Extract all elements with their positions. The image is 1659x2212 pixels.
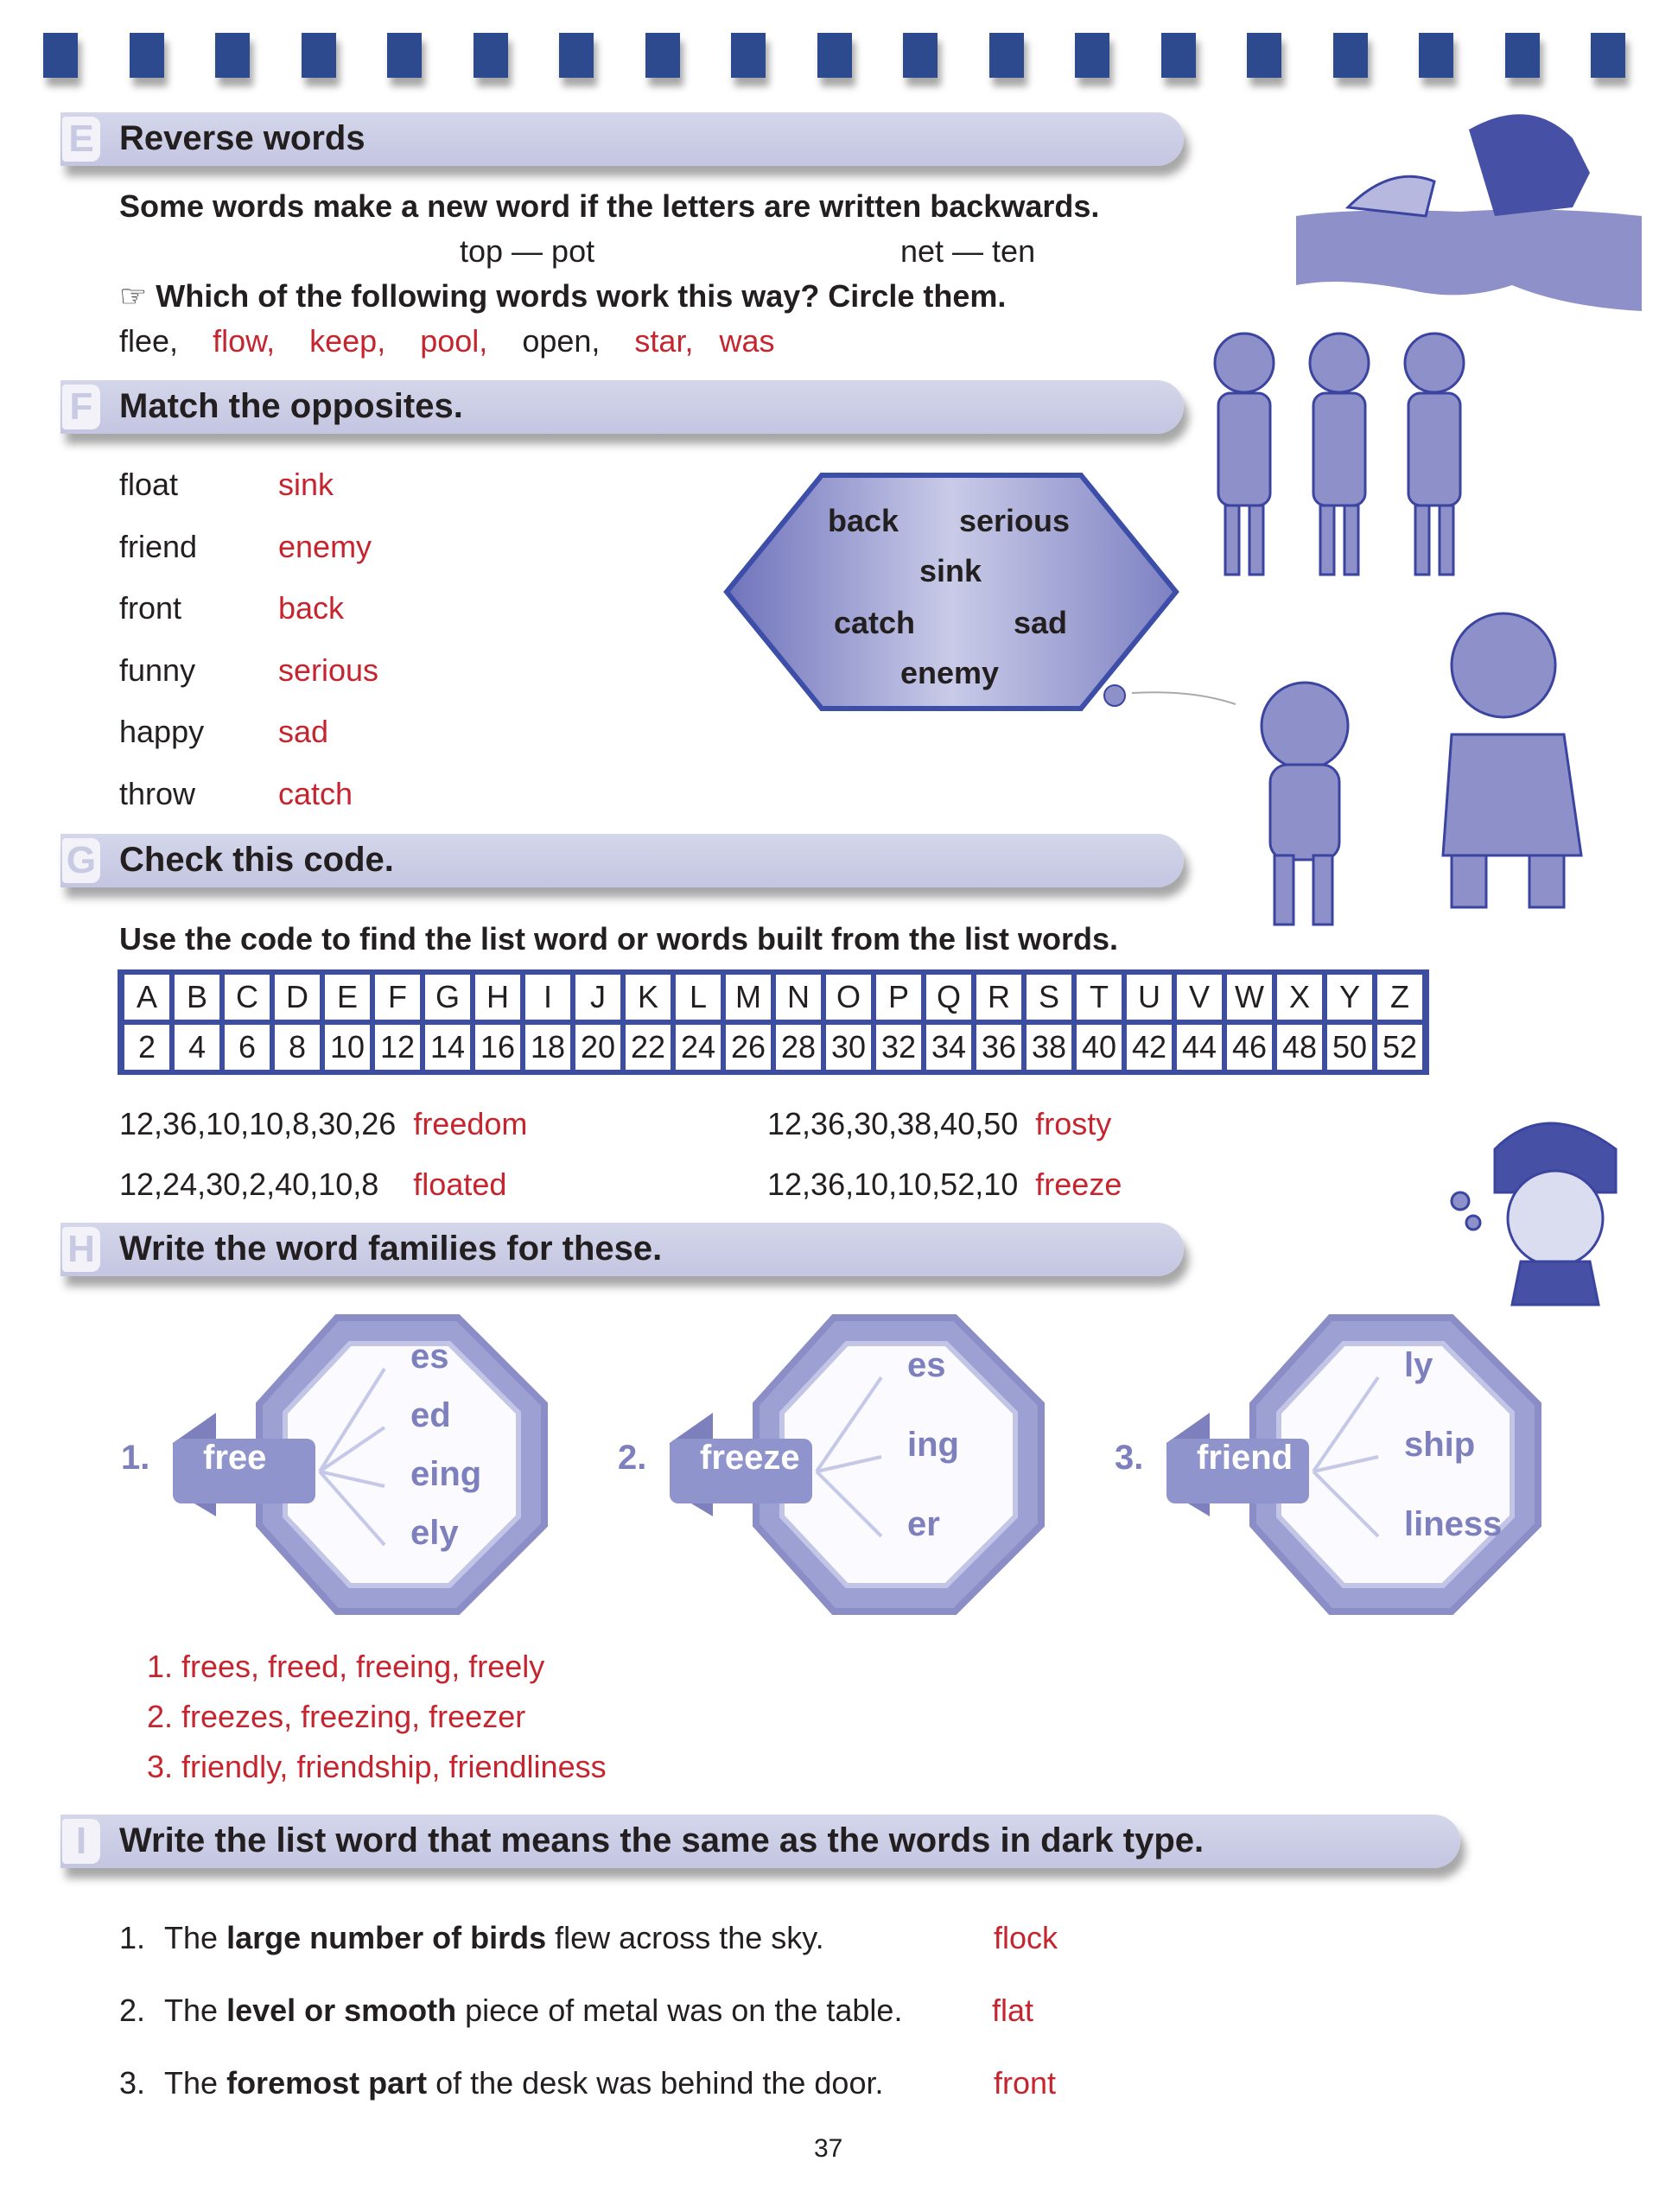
section-title: Match the opposites.	[119, 387, 463, 425]
family-suffix: ship	[1404, 1426, 1476, 1464]
decorative-stripe	[1505, 33, 1540, 78]
code-sequence: 12,24,30,2,40,10,8	[119, 1166, 379, 1202]
family-number: 1.	[121, 1439, 150, 1477]
code-letter-cell: C	[225, 975, 270, 1020]
decorative-stripe	[474, 33, 508, 78]
code-number-cell: 34	[926, 1025, 971, 1070]
code-puzzle	[119, 1166, 506, 1203]
code-puzzle	[767, 1106, 1111, 1142]
code-sequence: 12,36,10,10,52,10	[767, 1166, 1019, 1202]
sentence-answer[interactable]: flock	[994, 1920, 1058, 1955]
decorative-stripe	[903, 33, 938, 78]
code-letter-cell: D	[275, 975, 320, 1020]
family-number: 2.	[618, 1439, 647, 1477]
throwing-kids-illustration	[1097, 596, 1650, 942]
sentence-answer[interactable]: flat	[992, 1993, 1034, 2028]
decorative-stripe	[302, 33, 336, 78]
code-letter-cell: P	[876, 975, 921, 1020]
sentence-answer[interactable]: front	[994, 2065, 1057, 2101]
sentence-pre: The	[164, 1920, 227, 1955]
code-number-cell: 4	[175, 1025, 219, 1070]
sentence-num: 2.	[119, 1993, 146, 2028]
sentence-bold: foremost part	[226, 2065, 428, 2101]
opposite-answer[interactable]: sad	[278, 714, 329, 749]
sentence-num: 1.	[119, 1920, 146, 1955]
family-suffix: es	[907, 1346, 946, 1384]
word-choice[interactable]: keep,	[309, 323, 386, 359]
family-suffix: ly	[1404, 1346, 1433, 1384]
children-illustration	[1192, 328, 1486, 588]
decorative-stripe	[43, 33, 78, 78]
family-suffix: er	[907, 1505, 940, 1543]
code-number-cell: 26	[726, 1025, 771, 1070]
word-box-item: sad	[1014, 605, 1068, 640]
code-answer[interactable]: floated	[413, 1166, 507, 1202]
code-letter-cell: H	[475, 975, 520, 1020]
family-base-word: free	[203, 1439, 267, 1477]
opposite-answer[interactable]: sink	[278, 467, 334, 502]
code-sequence: 12,36,10,10,8,30,26	[119, 1106, 397, 1141]
decorative-stripe	[1161, 33, 1196, 78]
code-number-cell: 24	[676, 1025, 721, 1070]
opposite-answer[interactable]: catch	[278, 775, 353, 811]
decorative-stripe	[1333, 33, 1368, 78]
instruction-text: Some words make a new word if the letters are written backwards.	[119, 188, 1100, 224]
decorative-stripe	[215, 33, 250, 78]
code-letter-cell: Q	[926, 975, 971, 1020]
code-number-cell: 8	[275, 1025, 320, 1070]
sentence-post: of the desk was behind the door.	[427, 2065, 884, 2101]
decorative-stripe	[645, 33, 680, 78]
question-text: Which of the following words work this way? Circle them.	[156, 278, 1007, 314]
word-box-item: enemy	[900, 655, 1000, 690]
code-letter-cell: I	[525, 975, 570, 1020]
opposite-word: happy	[119, 714, 205, 749]
section-letter: I	[62, 1819, 100, 1864]
word-choice[interactable]: open,	[522, 323, 601, 359]
code-number-cell: 22	[626, 1025, 671, 1070]
word-box-item: back	[828, 503, 899, 538]
family-suffix: ing	[907, 1426, 959, 1464]
sentence-bold: large number of birds	[226, 1920, 547, 1955]
code-number-cell: 42	[1127, 1025, 1172, 1070]
code-letter-cell: E	[325, 975, 370, 1020]
decorative-stripe	[817, 33, 852, 78]
decorative-stripe	[1075, 33, 1109, 78]
example-pair: top — pot	[460, 233, 595, 269]
opposite-word: front	[119, 590, 182, 626]
code-letter-cell: S	[1027, 975, 1071, 1020]
code-letter-cell: T	[1077, 975, 1122, 1020]
code-letter-cell: V	[1177, 975, 1222, 1020]
code-letter-cell: Y	[1327, 975, 1372, 1020]
decorative-stripe	[989, 33, 1024, 78]
code-number-cell: 46	[1227, 1025, 1272, 1070]
family-number: 3.	[1115, 1439, 1144, 1477]
opposite-word: float	[119, 467, 179, 502]
code-number-cell: 50	[1327, 1025, 1372, 1070]
code-number-cell: 36	[976, 1025, 1021, 1070]
instruction-text: Use the code to find the list word or words built from the list words.	[119, 921, 1119, 957]
code-letter-cell: G	[425, 975, 470, 1020]
code-letter-cell: W	[1227, 975, 1272, 1020]
code-answer[interactable]: frosty	[1035, 1106, 1112, 1141]
section-title: Write the word families for these.	[119, 1230, 663, 1268]
family-suffix: ely	[410, 1514, 459, 1552]
section-header-g	[60, 834, 1184, 887]
code-number-cell: 28	[776, 1025, 821, 1070]
sentence-bold: level or smooth	[226, 1993, 457, 2028]
family-suffix: liness	[1404, 1505, 1503, 1543]
code-letter-cell: O	[826, 975, 871, 1020]
section-letter: H	[62, 1227, 100, 1272]
section-header-e	[60, 112, 1184, 166]
family-suffix: eing	[410, 1455, 482, 1493]
opposite-answer[interactable]: enemy	[278, 528, 372, 564]
opposite-word: throw	[119, 775, 196, 811]
section-header-f	[60, 380, 1184, 434]
sentence-num: 3.	[119, 2065, 146, 2101]
word-choice[interactable]: star,	[634, 323, 694, 359]
cold-boy-illustration	[1443, 1097, 1650, 1313]
code-letter-cell: J	[575, 975, 620, 1020]
decorative-stripe	[1247, 33, 1281, 78]
code-letters-row	[124, 975, 1422, 1020]
code-letter-cell: K	[626, 975, 671, 1020]
code-letter-cell: A	[124, 975, 169, 1020]
code-number-cell: 40	[1077, 1025, 1122, 1070]
section-letter: F	[62, 385, 100, 429]
opposite-word: friend	[119, 528, 198, 564]
decorative-stripe	[387, 33, 422, 78]
code-number-cell: 32	[876, 1025, 921, 1070]
word-choice[interactable]: flow,	[213, 323, 276, 359]
code-number-cell: 2	[124, 1025, 169, 1070]
code-number-cell: 48	[1277, 1025, 1322, 1070]
family-base-word: freeze	[700, 1439, 800, 1477]
code-letter-cell: X	[1277, 975, 1322, 1020]
code-number-cell: 12	[375, 1025, 420, 1070]
code-numbers-row	[124, 1025, 1422, 1070]
family-answer[interactable]: 2. freezes, freezing, freezer	[147, 1699, 526, 1734]
sentence-pre: The	[164, 2065, 227, 2101]
page-number: 37	[814, 2134, 843, 2163]
opposite-answer[interactable]: serious	[278, 652, 379, 688]
code-number-cell: 44	[1177, 1025, 1222, 1070]
code-number-cell: 30	[826, 1025, 871, 1070]
opposite-answer[interactable]: back	[278, 590, 345, 626]
code-number-cell: 14	[425, 1025, 470, 1070]
shark-illustration	[1287, 104, 1650, 328]
code-puzzle	[119, 1106, 527, 1142]
code-letter-cell: R	[976, 975, 1021, 1020]
word-choice[interactable]: flee,	[119, 323, 179, 359]
code-number-cell: 16	[475, 1025, 520, 1070]
code-letter-cell: M	[726, 975, 771, 1020]
section-title: Reverse words	[119, 119, 365, 157]
code-letter-cell: Z	[1377, 975, 1422, 1020]
sentence-pre: The	[164, 1993, 227, 2028]
section-letter: E	[62, 117, 100, 162]
section-header-i	[60, 1815, 1460, 1868]
decorative-stripe	[1591, 33, 1625, 78]
sentence-post: piece of metal was on the table.	[456, 1993, 903, 2028]
word-choice[interactable]: pool,	[420, 323, 488, 359]
code-answer[interactable]: freeze	[1035, 1166, 1122, 1202]
code-answer[interactable]: freedom	[413, 1106, 528, 1141]
code-number-cell: 10	[325, 1025, 370, 1070]
family-answer[interactable]: 3. friendly, friendship, friendliness	[147, 1749, 607, 1784]
example-pair: net — ten	[900, 233, 1036, 269]
decorative-stripe	[559, 33, 594, 78]
family-suffix: ed	[410, 1396, 451, 1434]
question-line	[119, 278, 1006, 315]
code-number-cell: 52	[1377, 1025, 1422, 1070]
word-choice[interactable]: was	[719, 323, 775, 359]
code-number-cell: 20	[575, 1025, 620, 1070]
family-suffix: es	[410, 1338, 449, 1376]
decorative-stripe	[731, 33, 766, 78]
code-table	[118, 969, 1429, 1075]
sentence-item	[119, 1920, 824, 1956]
word-box-item: serious	[959, 503, 1071, 538]
word-box-item: sink	[919, 553, 982, 588]
section-title: Write the list word that means the same as the words in dark type.	[119, 1821, 1205, 1859]
decorative-stripe	[130, 33, 164, 78]
code-letter-cell: L	[676, 975, 721, 1020]
decorative-stripe	[1419, 33, 1453, 78]
code-number-cell: 18	[525, 1025, 570, 1070]
code-sequence: 12,36,30,38,40,50	[767, 1106, 1019, 1141]
sentence-item	[119, 2065, 883, 2101]
code-letter-cell: F	[375, 975, 420, 1020]
word-box-item: catch	[834, 605, 916, 640]
code-puzzle	[767, 1166, 1122, 1203]
code-number-cell: 38	[1027, 1025, 1071, 1070]
opposite-word: funny	[119, 652, 196, 688]
family-base-word: friend	[1197, 1439, 1294, 1477]
family-answer[interactable]: 1. frees, freed, freeing, freely	[147, 1649, 545, 1684]
section-title: Check this code.	[119, 841, 394, 879]
section-letter: G	[62, 838, 100, 883]
sentence-item	[119, 1993, 902, 2029]
code-letter-cell: B	[175, 975, 219, 1020]
code-letter-cell: N	[776, 975, 821, 1020]
sentence-post: flew across the sky.	[546, 1920, 824, 1955]
pointing-hand-icon: ☞	[119, 278, 148, 314]
code-number-cell: 6	[225, 1025, 270, 1070]
word-choice-list	[119, 323, 775, 359]
section-header-h	[60, 1223, 1184, 1276]
code-letter-cell: U	[1127, 975, 1172, 1020]
